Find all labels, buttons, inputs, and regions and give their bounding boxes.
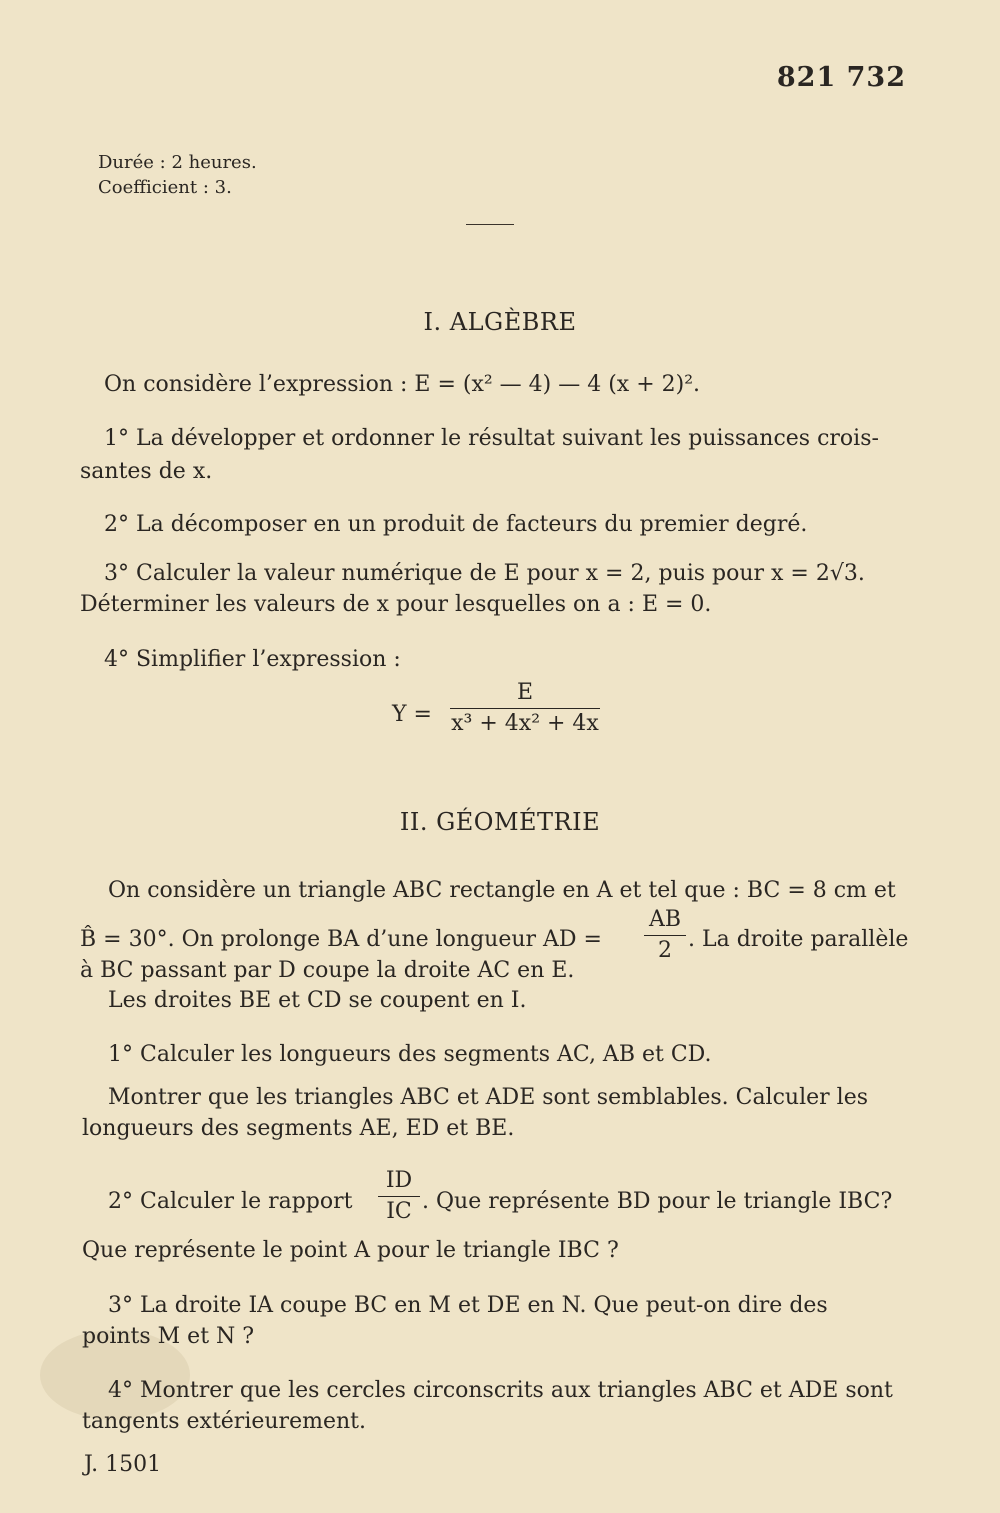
- geometry-heading: II. GÉOMÉTRIE: [399, 808, 601, 836]
- separator-rule: [466, 224, 514, 225]
- ab-numerator: AB: [648, 907, 682, 932]
- algebra-q2: 2° La décomposer en un produit de facteurs du premier degré.: [104, 512, 808, 537]
- geometry-intro-line1: On considère un triangle ABC rectangle en A et tel que : BC = 8 cm et: [108, 878, 896, 903]
- ic-denominator: IC: [386, 1199, 412, 1224]
- fraction-bar: [450, 708, 600, 709]
- geometry-intro-line2b: . La droite parallèle: [688, 927, 909, 952]
- reference-number: 821 732: [776, 62, 906, 93]
- geometry-q3-line1: 3° La droite IA coupe BC en M et DE en N. Que peut-on dire des: [108, 1293, 828, 1318]
- geometry-intro-line2a: B̂ = 30°. On prolonge BA d’une longueur AD =: [80, 927, 602, 952]
- coefficient-text: Coefficient : 3.: [98, 177, 232, 198]
- geometry-q1-line2: Montrer que les triangles ABC et ADE sont semblables. Calculer les: [108, 1085, 868, 1110]
- fraction-bar: [644, 935, 686, 936]
- id-numerator: ID: [385, 1168, 413, 1193]
- geometry-q4-line1: 4° Montrer que les cercles circonscrits aux triangles ABC et ADE sont: [108, 1378, 893, 1403]
- algebra-q3-line2: Déterminer les valeurs de x pour lesquelles on a : E = 0.: [80, 592, 712, 617]
- algebra-q4: 4° Simplifier l’expression :: [104, 647, 401, 672]
- algebra-heading: I. ALGÈBRE: [423, 308, 577, 336]
- geometry-intro-line3: à BC passant par D coupe la droite AC en E.: [80, 958, 575, 983]
- formula-lhs: Y =: [392, 702, 432, 727]
- algebra-q1-line2: santes de x.: [80, 459, 213, 484]
- geometry-intro-line4: Les droites BE et CD se coupent en I.: [108, 988, 527, 1013]
- footer-code: J. 1501: [84, 1452, 162, 1477]
- algebra-intro: On considère l’expression : E = (x² — 4) — 4 (x + 2)².: [104, 372, 701, 397]
- fraction-bar: [378, 1196, 420, 1197]
- formula-denominator: x³ + 4x² + 4x: [451, 711, 599, 736]
- geometry-q2-b: . Que représente BD pour le triangle IBC?: [422, 1189, 893, 1214]
- geometry-q2-line2: Que représente le point A pour le triangle IBC ?: [82, 1238, 619, 1263]
- geometry-q1-line1: 1° Calculer les longueurs des segments AC, AB et CD.: [108, 1042, 712, 1067]
- geometry-q1-line3: longueurs des segments AE, ED et BE.: [82, 1116, 515, 1141]
- geometry-q3-line2: points M et N ?: [82, 1324, 255, 1349]
- id-over-ic-fraction: [378, 1168, 420, 1225]
- algebra-q1-line1: 1° La développer et ordonner le résultat suivant les puissances crois-: [104, 426, 879, 451]
- formula-fraction: [450, 680, 600, 737]
- ab-over-2-fraction: [644, 907, 686, 964]
- geometry-q2-a: 2° Calculer le rapport: [108, 1189, 353, 1214]
- geometry-q4-line2: tangents extérieurement.: [82, 1409, 366, 1434]
- ab-denominator: 2: [658, 938, 672, 963]
- duration-text: Durée : 2 heures.: [98, 152, 257, 173]
- formula-numerator: E: [516, 680, 534, 705]
- algebra-q3-line1: 3° Calculer la valeur numérique de E pour x = 2, puis pour x = 2√3.: [104, 561, 865, 586]
